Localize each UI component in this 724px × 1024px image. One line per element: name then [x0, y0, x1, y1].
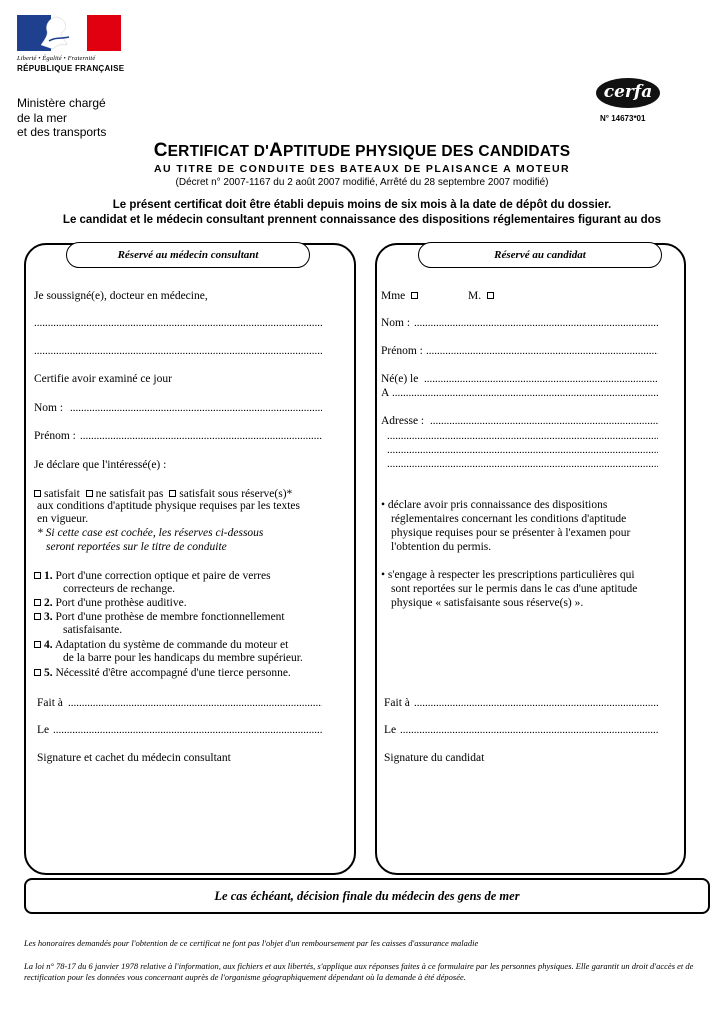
reserve-4-checkbox[interactable]	[34, 641, 41, 648]
candidate-date-field[interactable]	[400, 723, 658, 737]
candidate-fait-field[interactable]	[414, 696, 658, 710]
footer-privacy-note: La loi n° 78-17 du 6 janvier 1978 relative à l'information, aux fichiers et aux libertés, s'applique aux réponses faites à ce formulaire par les personnes physiques. Elle garantit un droit d'accès et de rectification pour les données vous concernant auprès de l'organisme géographiquement dépendant où la demande à été déposée.	[24, 961, 694, 982]
reserve-item-5: 5. Nécessité d'être accompagné d'une tierce personne.	[34, 667, 291, 681]
candidate-prenom-label: Prénom :	[381, 345, 423, 357]
candidate-birthdate-label: Né(e) le	[381, 373, 419, 385]
doctor-signature-label: Signature et cachet du médecin consultant	[37, 752, 231, 764]
patient-nom-field[interactable]	[70, 401, 322, 415]
candidate-le-label: Le	[384, 724, 397, 736]
reserve-1-checkbox[interactable]	[34, 572, 41, 579]
reserve-item-2: 2. Port d'une prothèse auditive.	[34, 597, 187, 611]
certify-label: Certifie avoir examiné ce jour	[34, 373, 172, 385]
cerfa-logo: cerfa	[596, 78, 660, 108]
undersigned-label: Je soussigné(e), docteur en médecine,	[34, 290, 208, 302]
declaration-1-line-4: l'obtention du permis.	[391, 541, 492, 553]
doctor-fait-label: Fait à	[37, 697, 63, 709]
french-flag-icon	[17, 15, 121, 51]
candidate-birthplace-label: A	[381, 387, 390, 399]
satisfait-checkbox[interactable]	[34, 490, 41, 497]
final-decision-box: Le cas échéant, décision finale du médecin des gens de mer	[24, 878, 710, 914]
doctor-date-field[interactable]	[53, 723, 322, 737]
declare-label: Je déclare que l'intéressé(e) :	[34, 459, 167, 471]
form-title: CERTIFICAT D'APTITUDE PHYSIQUE DES CANDIDATS	[153, 140, 571, 161]
candidate-fait-label: Fait à	[384, 697, 410, 709]
candidate-address-field-4[interactable]	[387, 457, 658, 471]
declaration-2-line-2: sont reportées sur le permis dans le cas d'une aptitude	[391, 583, 638, 595]
candidate-panel-title: Réservé au candidat	[418, 242, 662, 268]
footer-fees-note: Les honoraires demandés pour l'obtention de ce certificat ne font pas l'objet d'un remboursement par les caisses d'assurance maladie	[24, 938, 479, 948]
aptitude-options: satisfait ne satisfait pas satisfait sous réserve(s)*	[34, 487, 292, 501]
candidate-prenom-field[interactable]	[426, 344, 658, 358]
doctor-panel	[24, 243, 356, 875]
candidate-address-field-1[interactable]	[430, 414, 658, 428]
declaration-2-line-1: • s'engage à respecter les prescriptions particulières qui	[381, 569, 635, 581]
non-satisfait-checkbox[interactable]	[86, 490, 93, 497]
mme-checkbox[interactable]	[411, 292, 418, 299]
doctor-fait-field[interactable]	[68, 696, 322, 710]
cerfa-number: N° 14673*01	[600, 114, 646, 123]
ministry-name: Ministère chargé de la mer et des transports	[17, 96, 107, 139]
reserve-item-1: 1. Port d'une correction optique et paire de verres	[34, 570, 271, 584]
candidate-address-field-3[interactable]	[387, 443, 658, 457]
reserve-3-checkbox[interactable]	[34, 613, 41, 620]
candidate-nom-field[interactable]	[414, 316, 658, 330]
patient-prenom-field[interactable]	[80, 429, 322, 443]
declaration-2-line-3: physique « satisfaisante sous réserve(s) ».	[391, 597, 584, 609]
notice-line-2: Le candidat et le médecin consultant prennent connaissance des dispositions réglementaires figurant au dos	[62, 214, 662, 226]
reserve-note-1: * Si cette case est cochée, les réserves ci-dessous	[37, 527, 264, 539]
doctor-address-line[interactable]	[34, 344, 322, 358]
patient-nom-label: Nom :	[34, 402, 64, 414]
decree-reference: (Décret n° 2007-1167 du 2 août 2007 modifié, Arrêté du 28 septembre 2007 modifié)	[175, 177, 549, 188]
reserve-item-3: 3. Port d'une prothèse de membre fonctionnellement	[34, 611, 285, 625]
conditions-text-1: aux conditions d'aptitude physique requises par les textes	[37, 500, 301, 512]
doctor-name-line[interactable]	[34, 316, 322, 330]
candidate-nom-label: Nom :	[381, 317, 411, 329]
reserve-item-1-cont: correcteurs de rechange.	[63, 583, 176, 595]
candidate-signature-label: Signature du candidat	[384, 752, 485, 764]
declaration-1-line-2: réglementaires concernant les conditions d'aptitude	[391, 513, 627, 525]
candidate-birthplace-field[interactable]	[392, 386, 658, 400]
reserve-note-2: seront reportées sur le titre de conduite	[46, 541, 227, 553]
motto: Liberté • Égalité • Fraternité	[17, 55, 96, 62]
marianne-logo	[17, 15, 123, 73]
reserve-2-checkbox[interactable]	[34, 599, 41, 606]
candidate-address-field-2[interactable]	[387, 429, 658, 443]
candidate-birthdate-field[interactable]	[424, 372, 658, 386]
patient-prenom-label: Prénom :	[34, 430, 76, 442]
reserve-item-3-cont: satisfaisante.	[63, 624, 123, 636]
conditions-text-2: en vigueur.	[37, 513, 89, 525]
doctor-panel-title: Réservé au médecin consultant	[66, 242, 310, 268]
form-subtitle: AU TITRE DE CONDUITE DES BATEAUX DE PLAISANCE A MOTEUR	[154, 163, 570, 175]
candidate-address-label: Adresse :	[381, 415, 425, 427]
republic-name: RÉPUBLIQUE FRANÇAISE	[17, 64, 125, 73]
reserve-item-4: 4. Adaptation du système de commande du moteur et	[34, 639, 288, 653]
civility-options: Mme M.	[381, 289, 497, 303]
doctor-le-label: Le	[37, 724, 50, 736]
declaration-1-line-3: physique requises pour se présenter à l'examen pour	[391, 527, 631, 539]
reserve-5-checkbox[interactable]	[34, 669, 41, 676]
declaration-1-line-1: • déclare avoir pris connaissance des dispositions	[381, 499, 608, 511]
reserve-item-4-cont: de la barre pour les handicaps du membre supérieur.	[63, 652, 303, 664]
notice-line-1: Le présent certificat doit être établi depuis moins de six mois à la date de dépôt du dossier.	[112, 199, 612, 211]
reserve-checkbox[interactable]	[169, 490, 176, 497]
m-checkbox[interactable]	[487, 292, 494, 299]
candidate-panel	[375, 243, 686, 875]
